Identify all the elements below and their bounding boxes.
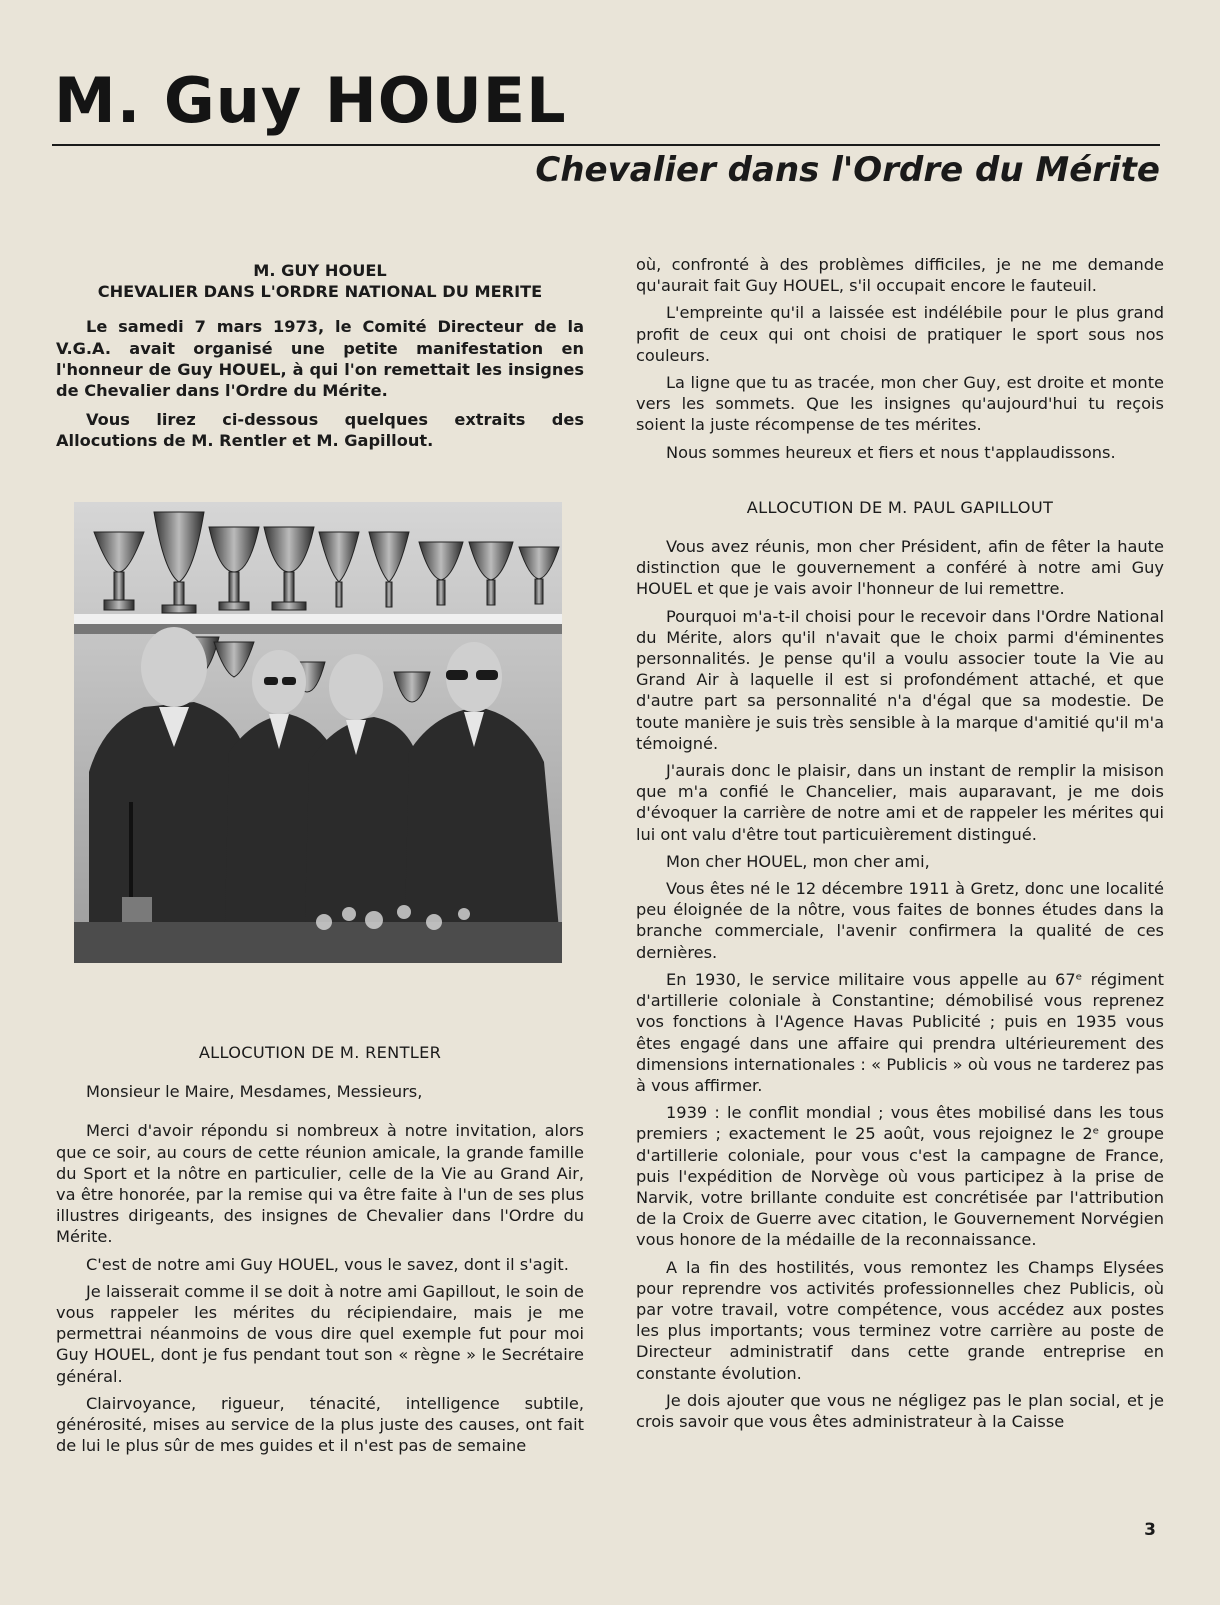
gapillout-paragraph: Je dois ajouter que vous ne négligez pas le plan social, et je crois savoir que vous êtes administrateur à la Caisse [636, 1390, 1164, 1431]
intro-block [56, 260, 584, 460]
gapillout-paragraph: Pourquoi m'a-t-il choisi pour le recevoir dans l'Ordre National du Mérite, alors qu'il n'avait que le choix parmi d'éminentes personnalités. Je pense qu'il a voulu associer toute la Vie au Grand Air à laquelle il est si profondément attaché, et que d'autre part sa personnalité n'a d'égal que sa modestie. De toute manière je suis très sensible à la marque d'amitié qu'il m'a témoigné. [636, 606, 1164, 753]
right-column [636, 254, 1164, 1438]
gapillout-paragraph: J'aurais donc le plaisir, dans un instant de remplir la misison que m'a confié le Chancelier, mais auparavant, je me dois d'évoquer la carrière de notre ami et de rappeler les mérites qui lui ont valu d'être tout particuièrement distingué. [636, 761, 1164, 844]
rentler-heading: ALLOCUTION DE M. RENTLER [198, 1043, 442, 1062]
rentler-continued-paragraph: L'empreinte qu'il a laissée est indélébile pour le plus grand profit de ceux qui ont choisi de pratiquer le sport sous nos couleurs. [636, 303, 1164, 365]
title-rule [52, 144, 1160, 146]
rentler-continued-paragraph: où, confronté à des problèmes difficiles, je ne me demande qu'aurait fait Guy HOUEL, s'il occupait encore le fauteuil. [636, 255, 1164, 296]
intro-heading-line1: M. GUY HOUEL [253, 261, 387, 280]
gapillout-paragraph: A la fin des hostilités, vous remontez les Champs Elysées pour reprendre vos activités professionnelles chez Publicis, où par votre travail, votre compétence, vous accédez aux postes les plus importants; vous terminez votre carrière au poste de Directeur administratif dans cette grande entreprise en constante évolution. [636, 1257, 1164, 1383]
page-number: 3 [1144, 1520, 1156, 1540]
rentler-continued-paragraph: Nous sommes heureux et fiers et nous t'applaudissons. [666, 442, 1116, 462]
page-subtitle: Chevalier dans l'Ordre du Mérite [535, 150, 1160, 190]
rentler-paragraph: Je laisserait comme il se doit à notre ami Gapillout, le soin de vous rappeler les mérites du récipiendaire, mais je me permettrai néanmoins de vous dire quel exemple fut pour moi Guy HOUEL, dont je fus pendant tout son « règne » le Secrétaire général. [56, 1281, 584, 1386]
gapillout-paragraph: En 1930, le service militaire vous appelle au 67ᵉ régiment d'artillerie coloniale à Constantine; démobilisé vous reprenez vos fonctions à l'Agence Havas Publicité ; puis en 1935 vous êtes engagé dans une affaire qui prendra ultérieurement des dimensions internationales : « Publicis » où vous ne tarderez pas à vous affirmer. [636, 969, 1164, 1095]
intro-paragraph: Le samedi 7 mars 1973, le Comité Directeur de la V.G.A. avait organisé une petite manifestation en l'honneur de Guy HOUEL, à qui l'on remettait les insignes de Chevalier dans l'Ordre du Mérite. [56, 317, 584, 401]
gapillout-paragraph: Vous êtes né le 12 décembre 1911 à Gretz, donc une localité peu éloignée de la nôtre, vous faites de bonnes études dans la branche commerciale, l'avenir confirmera la qualité de ces dernières. [636, 879, 1164, 962]
intro-paragraph: Vous lirez ci-dessous quelques extraits des Allocutions de M. Rentler et M. Gapillout. [56, 410, 584, 451]
gapillout-paragraph: Mon cher HOUEL, mon cher ami, [666, 851, 930, 871]
rentler-paragraph: C'est de notre ami Guy HOUEL, vous le savez, dont il s'agit. [86, 1254, 569, 1274]
rentler-speech [56, 1042, 584, 1462]
intro-heading-line2: CHEVALIER DANS L'ORDRE NATIONAL DU MERITE [97, 282, 543, 302]
gapillout-paragraph: Vous avez réunis, mon cher Président, afin de fêter la haute distinction que le gouvernement a conféré à notre ami Guy HOUEL et que je vais avoir l'honneur de lui remettre. [636, 537, 1164, 599]
intro-heading [56, 260, 584, 302]
ceremony-photo-illustration [74, 502, 562, 963]
gapillout-paragraph: 1939 : le conflit mondial ; vous êtes mobilisé dans les tous premiers ; exactement le 25 août, vous rejoignez le 2ᵉ groupe d'artillerie coloniale, pour vous c'est la campagne de France, puis l'expédition de Norvège où vous participez à la prise de Narvik, votre brillante conduite est concrétisée par l'attribution de la Croix de Guerre avec citation, le Gouvernement Norvégien vous honore de la médaille de la reconnaissance. [636, 1103, 1164, 1250]
gapillout-heading: ALLOCUTION DE M. PAUL GAPILLOUT [746, 497, 1054, 517]
page-title: M. Guy HOUEL [54, 64, 567, 137]
rentler-paragraph: Merci d'avoir répondu si nombreux à notre invitation, alors que ce soir, au cours de cette réunion amicale, la grande famille du Sport et la nôtre en particulier, celle de la Vie au Grand Air, va être honorée, par la remise qui va être faite à l'un de ses plus illustres dirigeants, des insignes de Chevalier dans l'Ordre du Mérite. [56, 1121, 584, 1247]
rentler-paragraph: Clairvoyance, rigueur, ténacité, intelligence subtile, générosité, mises au service de la plus juste des causes, ont fait de lui le plus sûr de mes guides et il n'est pas de semaine [56, 1393, 584, 1456]
ceremony-photo [74, 502, 562, 963]
rentler-continued-paragraph: La ligne que tu as tracée, mon cher Guy, est droite et monte vers les sommets. Que les insignes qu'aujourd'hui tu reçois soient la juste récompense de tes mérites. [636, 373, 1164, 435]
rentler-salutation: Monsieur le Maire, Mesdames, Messieurs, [86, 1082, 423, 1102]
